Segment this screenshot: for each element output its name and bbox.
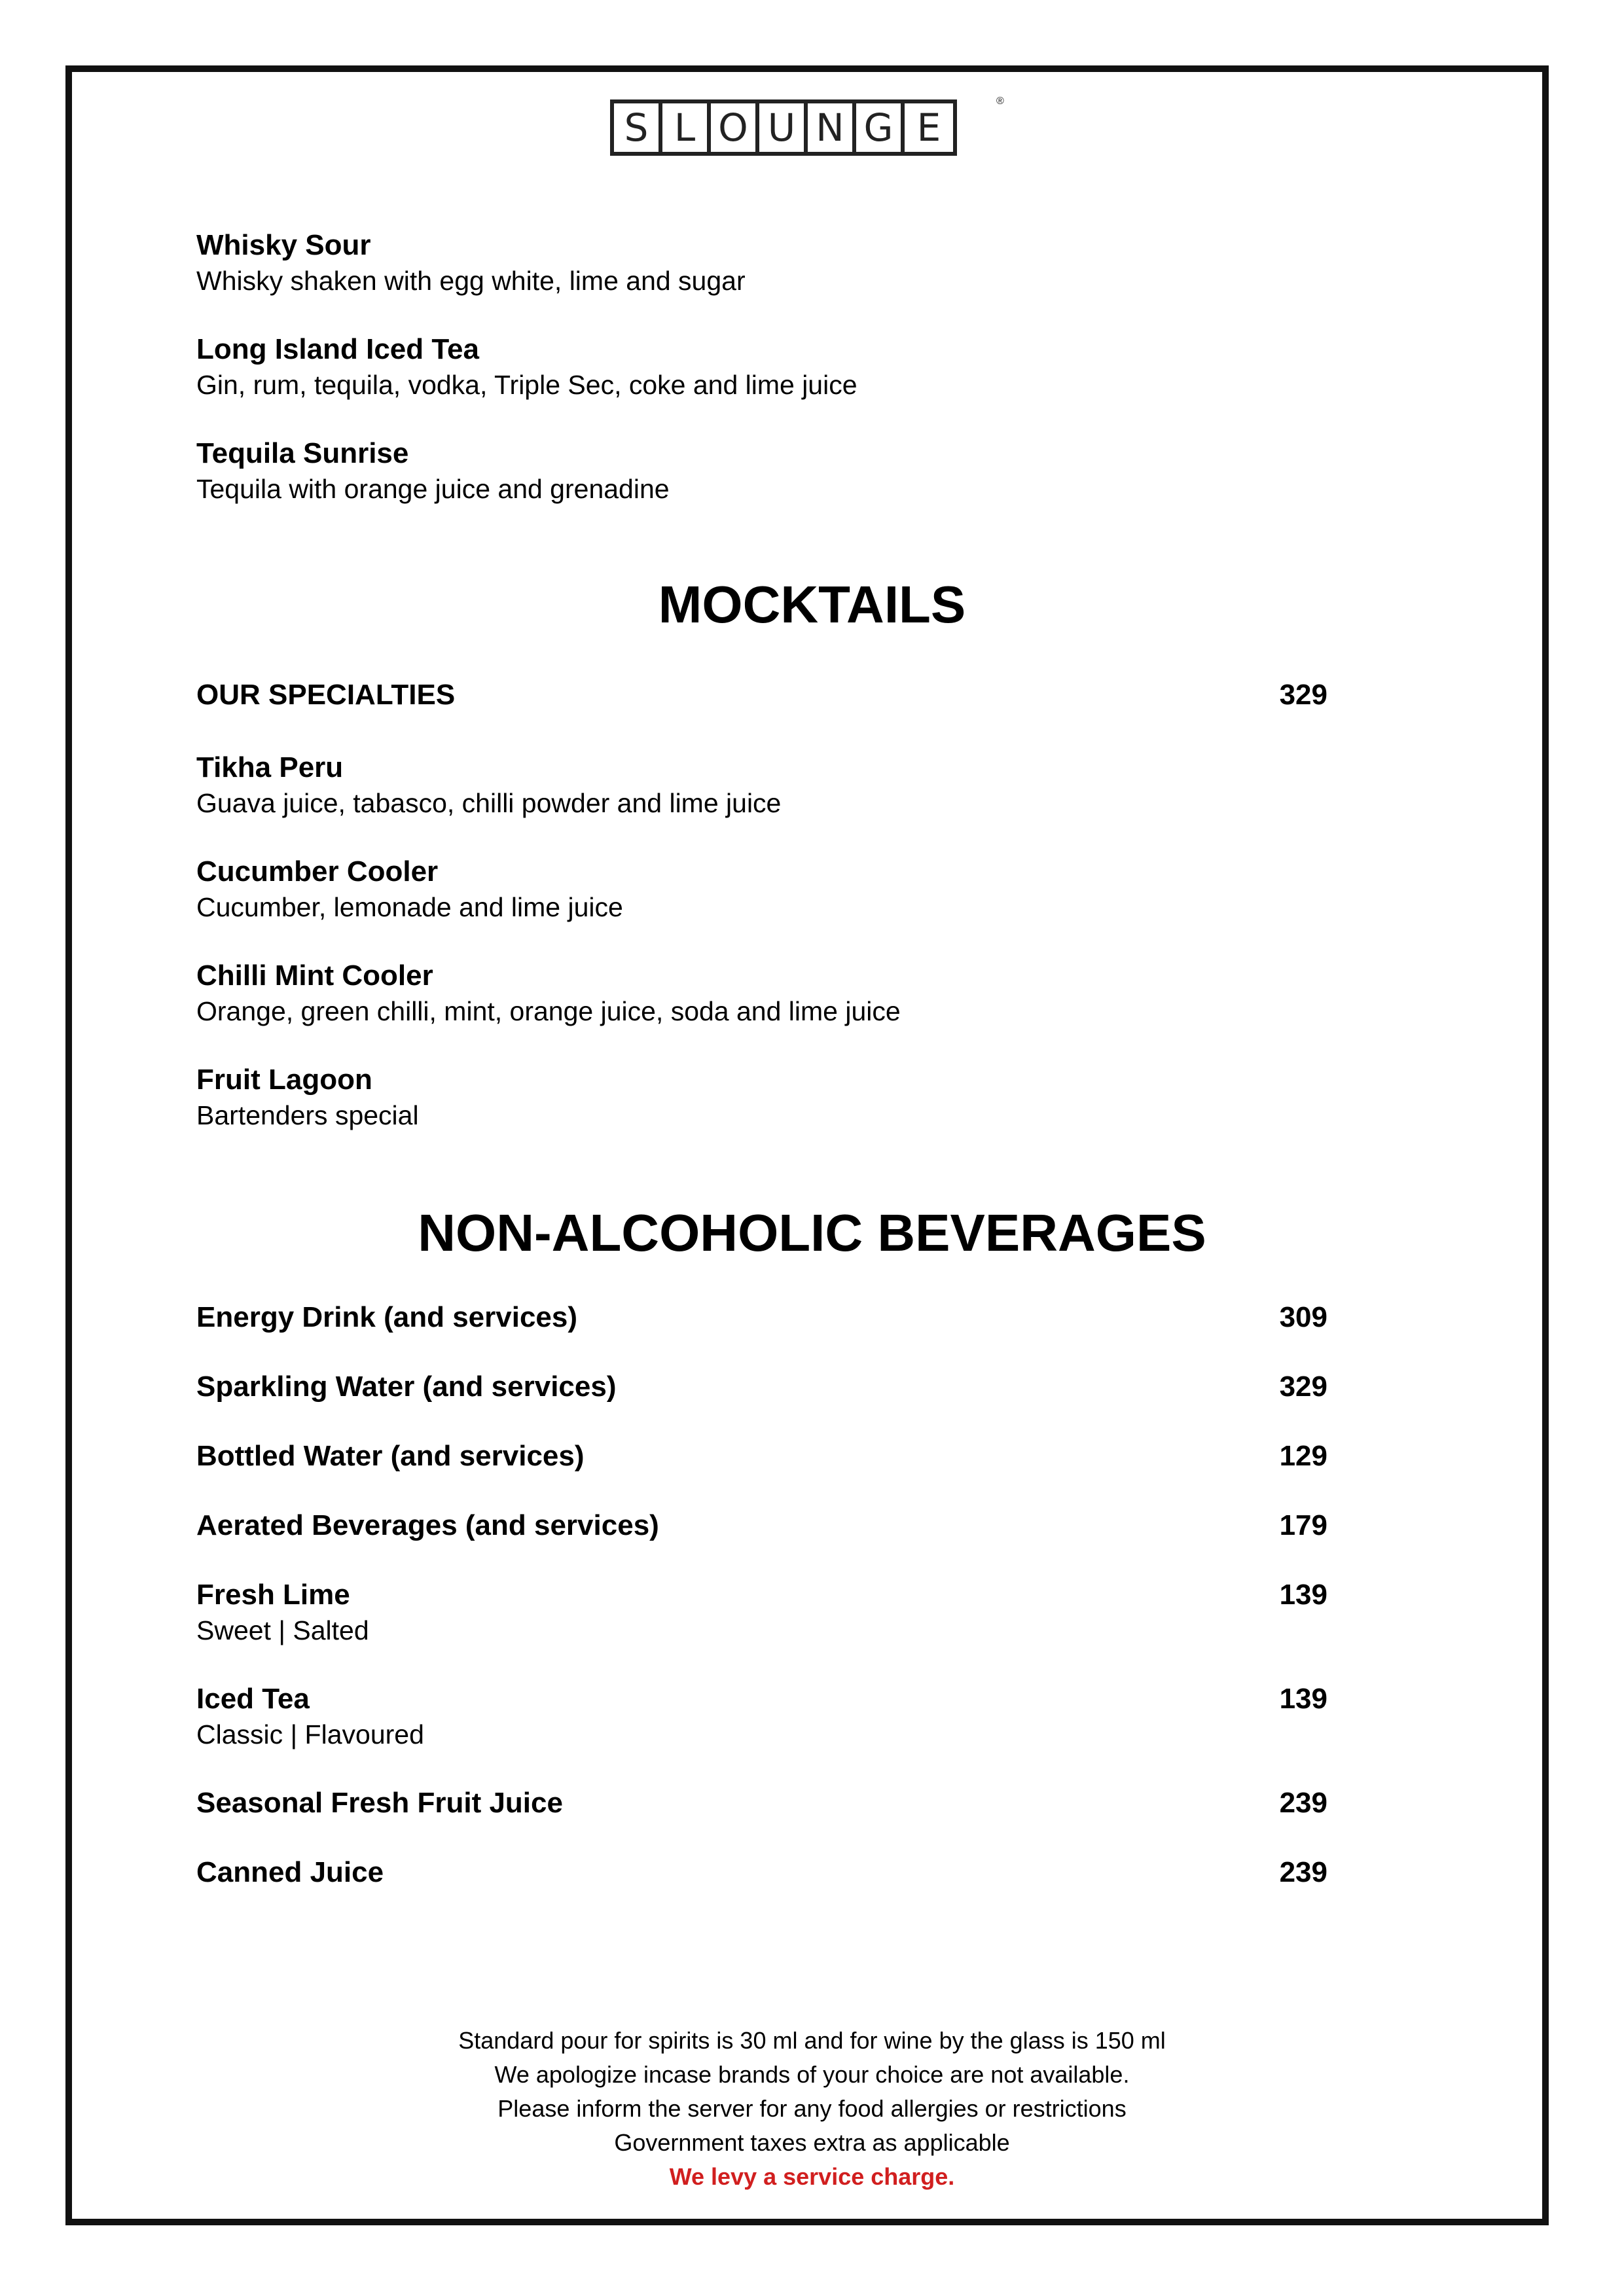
item-name: Bottled Water (and services) (196, 1440, 585, 1472)
menu-item (196, 332, 1327, 403)
logo-letter: U (759, 103, 808, 152)
item-name: Canned Juice (196, 1856, 384, 1888)
item-name: Tequila Sunrise (196, 437, 409, 469)
item-price: 329 (1279, 1371, 1327, 1403)
menu-item (196, 1369, 1327, 1405)
menu-item (196, 436, 1327, 507)
item-description: Sweet | Salted (196, 1615, 369, 1645)
logo-letter: S (614, 103, 662, 152)
item-description: Whisky shaken with egg white, lime and sugar (196, 266, 746, 296)
item-name: Aerated Beverages (and services) (196, 1509, 659, 1541)
menu-item (196, 1508, 1327, 1543)
item-name: Whisky Sour (196, 229, 371, 261)
menu-item (196, 750, 1327, 821)
menu-item (196, 1439, 1327, 1474)
logo-letter: E (916, 105, 941, 150)
item-price: 309 (1279, 1301, 1327, 1333)
item-name: Energy Drink (and services) (196, 1301, 578, 1333)
menu-item (196, 228, 1327, 298)
logo-letter: G (856, 103, 905, 152)
item-description: Guava juice, tabasco, chilli powder and lime juice (196, 788, 782, 818)
item-price: 129 (1279, 1440, 1327, 1472)
menu-item (196, 1577, 1327, 1648)
footer-line: We apologize incase brands of your choice are not available. (494, 2061, 1130, 2088)
menu-item (196, 1785, 1327, 1821)
item-name: Iced Tea (196, 1683, 310, 1715)
item-price: 139 (1279, 1579, 1327, 1611)
item-name: Chilli Mint Cooler (196, 960, 433, 992)
item-price: 239 (1279, 1787, 1327, 1819)
item-price: 239 (1279, 1856, 1327, 1888)
item-name: Tikha Peru (196, 751, 344, 783)
item-price: 139 (1279, 1683, 1327, 1715)
menu-item (196, 1300, 1327, 1335)
footer-line: Standard pour for spirits is 30 ml and for wine by the glass is 150 ml (458, 2027, 1166, 2054)
item-price: 179 (1279, 1509, 1327, 1541)
specialties-price: 329 (1279, 679, 1327, 711)
item-name: Fresh Lime (196, 1579, 350, 1611)
footer-line: Please inform the server for any food allergies or restrictions (497, 2095, 1127, 2122)
item-description: Bartenders special (196, 1100, 419, 1130)
item-description: Orange, green chilli, mint, orange juice, soda and lime juice (196, 996, 901, 1026)
menu-item (196, 854, 1327, 925)
specialties-row (196, 677, 1327, 713)
item-description: Gin, rum, tequila, vodka, Triple Sec, coke and lime juice (196, 370, 857, 400)
item-name: Seasonal Fresh Fruit Juice (196, 1787, 563, 1819)
logo-letter: O (711, 103, 759, 152)
item-name: Long Island Iced Tea (196, 333, 479, 365)
section-title-non-alcoholic: NON-ALCOHOLIC BEVERAGES (418, 1204, 1206, 1262)
item-description: Tequila with orange juice and grenadine (196, 474, 670, 504)
footer-notes (0, 2024, 1624, 2194)
menu-item (196, 1062, 1327, 1133)
menu-item (196, 958, 1327, 1029)
section-title-mocktails: MOCKTAILS (658, 575, 966, 634)
specialties-label: OUR SPECIALTIES (196, 679, 456, 711)
slounge-logo (610, 99, 957, 156)
item-name: Fruit Lagoon (196, 1064, 372, 1096)
item-name: Sparkling Water (and services) (196, 1371, 617, 1403)
footer-line: Government taxes extra as applicable (614, 2129, 1010, 2156)
menu-item (196, 1681, 1327, 1752)
item-description: Cucumber, lemonade and lime juice (196, 892, 623, 922)
service-charge-note: We levy a service charge. (669, 2163, 955, 2190)
menu-item (196, 1855, 1327, 1890)
item-name: Cucumber Cooler (196, 855, 439, 888)
registered-mark: ® (996, 96, 1004, 107)
logo-letter: L (662, 103, 711, 152)
logo-letter: N (808, 103, 856, 152)
item-description: Classic | Flavoured (196, 1719, 424, 1749)
